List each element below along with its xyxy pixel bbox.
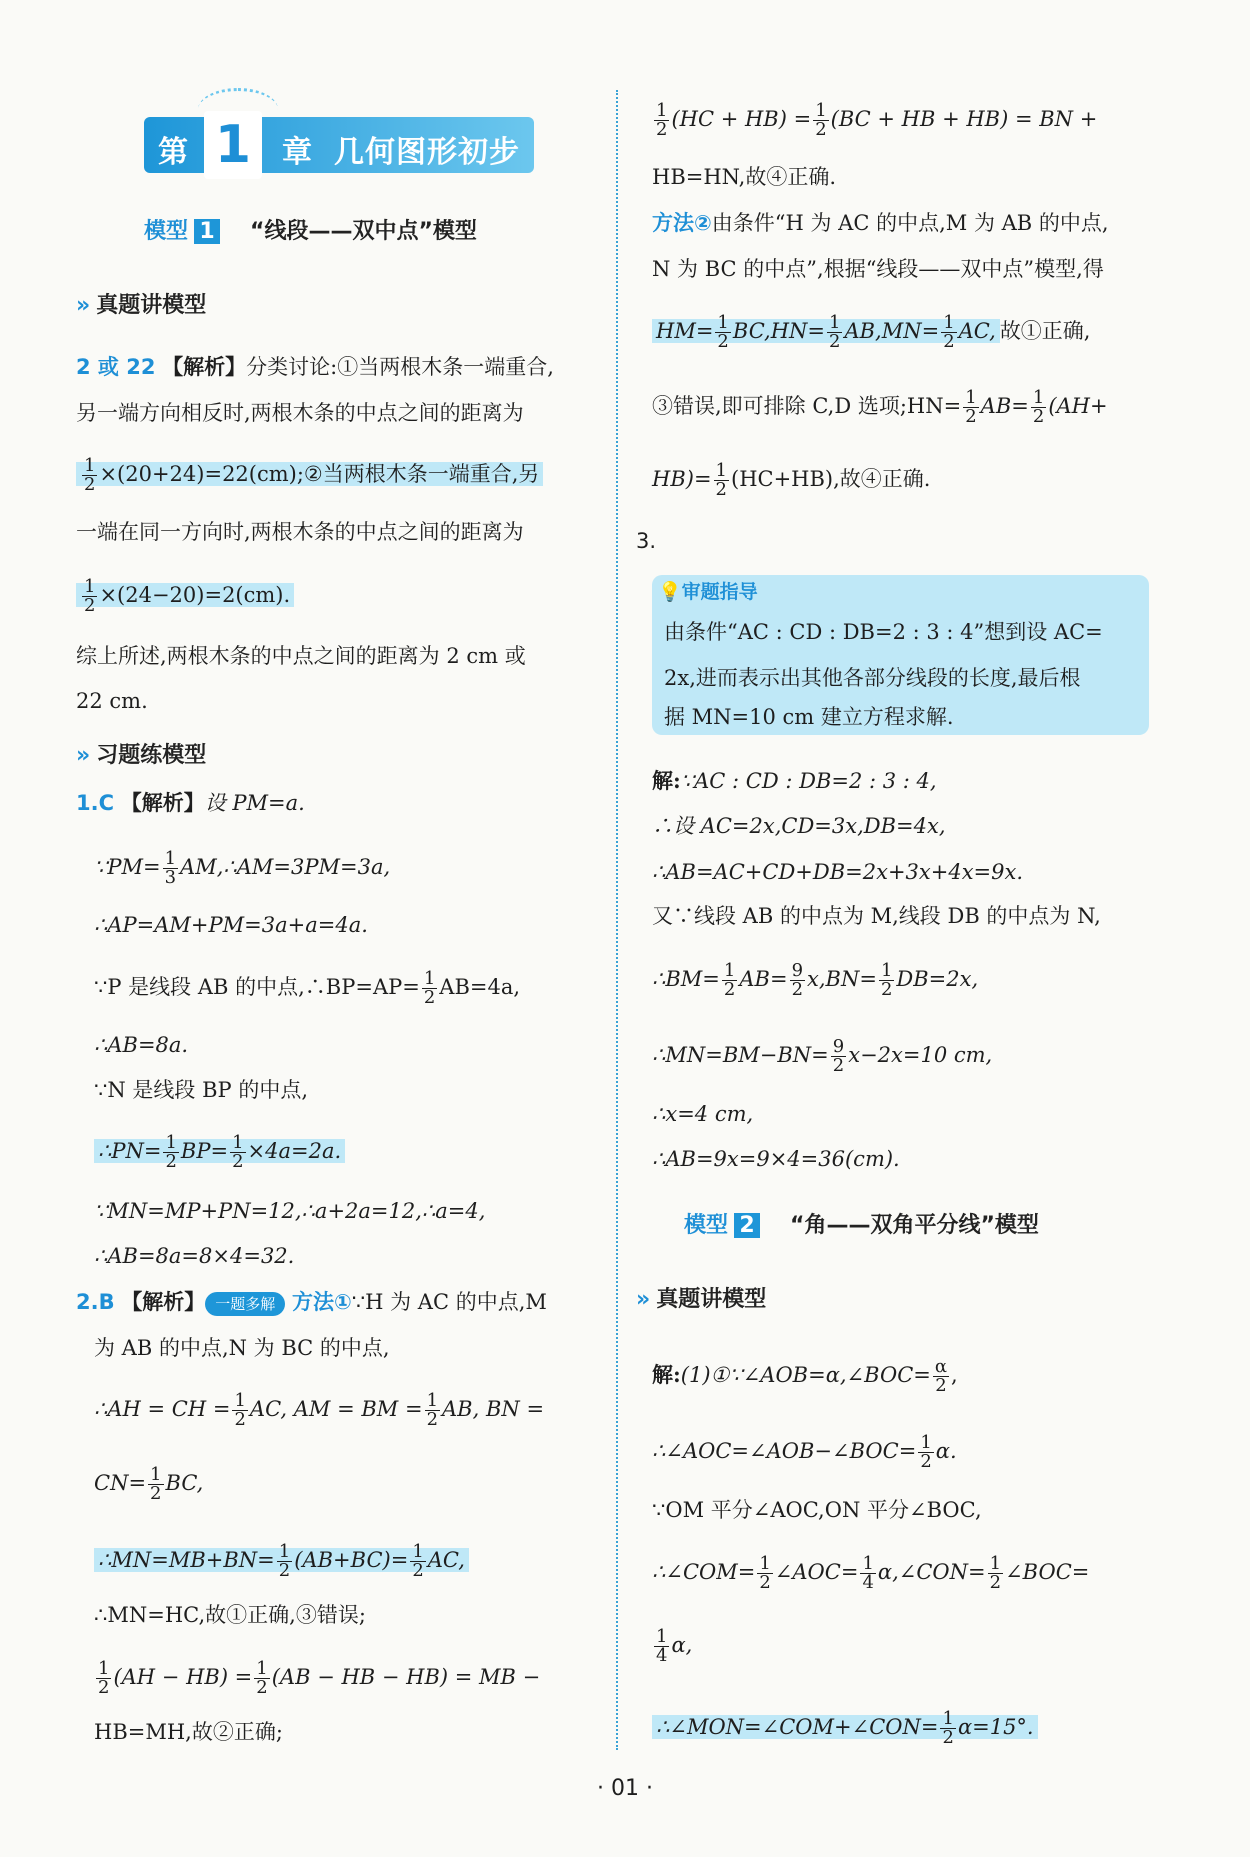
p1-line-9: ∴AB=8a=8×4=32.	[94, 1244, 295, 1268]
p2-line-1: 2.B 【解析】 一题多解 方法①∵H 为 AC 的中点,M	[76, 1289, 547, 1314]
guide-heading: 💡审题指导	[658, 581, 758, 603]
p1-line-2: ∵PM= $\frac{1}{3}$ AM,∴AM=3PM=3a,	[94, 848, 391, 888]
answer-line-3: $\frac{1}{2}$ ×(20+24)=22(cm);②当两根木条一端重合,另	[76, 457, 543, 494]
answer-line-2: 另一端方向相反时,两根木条的中点之间的距离为	[76, 401, 524, 425]
s-line-4: 又∵线段 AB 的中点为 M,线段 DB 的中点为 N,	[652, 904, 1101, 928]
r-line-3: 方法②由条件“H 为 AC 的中点,M 为 AB 的中点,	[652, 211, 1109, 235]
p1-line-3: ∴AP=AM+PM=3a+a=4a.	[94, 913, 368, 937]
answer-line-6: 综上所述,两根木条的中点之间的距离为 2 cm 或	[76, 644, 526, 668]
model-2-heading: 模型 2 “角——双角平分线”模型	[684, 1213, 1039, 1238]
p1-line-7: ∴PN= $\frac{1}{2}$ BP= $\frac{1}{2}$ ×4a=2a.	[94, 1134, 345, 1171]
guide-box	[652, 575, 1149, 735]
chapter-banner	[144, 117, 534, 173]
chapter-title: 几何图形初步	[334, 135, 520, 170]
answer-line-7: 22 cm.	[76, 689, 148, 713]
p1-line-1: 1.C 【解析】设 PM=a.	[76, 790, 305, 815]
guide-line-2: 2x,进而表示出其他各部分线段的长度,最后根	[664, 666, 1081, 690]
lightbulb-icon: 💡	[658, 581, 682, 603]
section-practice: » 习题练模型	[76, 743, 207, 768]
a-line-5: $\frac{1}{4}$ α,	[656, 1626, 693, 1666]
r-line-1: $\frac{1}{2}$ (HC + HB) = $\frac{1}{2}$ (BC + HB + HB) = BN +	[656, 100, 1098, 140]
chapter-suffix: 章	[282, 135, 312, 170]
s-line-1: 解:∵AC : CD : DB=2 : 3 : 4,	[652, 768, 937, 793]
p2-line-7: $\frac{1}{2}$ (AH − HB) = $\frac{1}{2}$ (AB − HB − HB) = MB −	[98, 1658, 541, 1698]
p2-line-8: HB=MH,故②正确;	[94, 1720, 283, 1744]
s-line-5: ∴BM= $\frac{1}{2}$ AB= $\frac{9}{2}$ x,BN= $\frac{1}{2}$ DB=2x,	[652, 960, 979, 1000]
s-line-3: ∴AB=AC+CD+DB=2x+3x+4x=9x.	[652, 860, 1024, 884]
a-line-6: ∴∠MON=∠COM+∠CON= $\frac{1}{2}$ α=15°.	[652, 1710, 1038, 1747]
a-line-1: 解:(1)①∵∠AOB=α,∠BOC= $\frac{\alpha}{2}$ ,	[652, 1356, 958, 1396]
q3-number: 3.	[636, 529, 657, 553]
p2-line-6: ∴MN=HC,故①正确,③错误;	[94, 1603, 366, 1627]
section-real-2: » 真题讲模型	[636, 1287, 767, 1312]
guide-line-3: 据 MN=10 cm 建立方程求解.	[664, 705, 954, 729]
page-number: · 01 ·	[597, 1776, 653, 1801]
p2-line-3: ∴AH = CH = $\frac{1}{2}$ AC, AM = BM = $\frac{1}{2}$ AB, BN =	[94, 1390, 545, 1430]
s-line-2: ∴设 AC=2x,CD=3x,DB=4x,	[652, 814, 946, 838]
chapter-prefix: 第	[158, 135, 188, 170]
r-line-5: HM= $\frac{1}{2}$ BC,HN= $\frac{1}{2}$ AB,MN= $\frac{1}{2}$ AC, 故①正确,	[652, 314, 1091, 351]
r-line-2: HB=HN,故④正确.	[652, 165, 837, 189]
s-line-6: ∴MN=BM−BN= $\frac{9}{2}$ x−2x=10 cm,	[652, 1036, 993, 1076]
guide-line-1: 由条件“AC : CD : DB=2 : 3 : 4”想到设 AC=	[664, 620, 1103, 644]
answer-line-1: 2 或 22 【解析】分类讨论:①当两根木条一端重合,	[76, 354, 554, 379]
s-line-7: ∴x=4 cm,	[652, 1102, 754, 1126]
p1-line-5: ∴AB=8a.	[94, 1033, 189, 1057]
a-line-2: ∴∠AOC=∠AOB−∠BOC= $\frac{1}{2}$ α.	[652, 1432, 957, 1472]
r-line-4: N 为 BC 的中点”,根据“线段——双中点”模型,得	[652, 257, 1104, 281]
answer-line-5: $\frac{1}{2}$ ×(24−20)=2(cm).	[76, 578, 294, 615]
section-real-1: » 真题讲模型	[76, 293, 207, 318]
p2-line-2: 为 AB 的中点,N 为 BC 的中点,	[94, 1336, 390, 1360]
a-line-4: ∴∠COM= $\frac{1}{2}$ ∠AOC= $\frac{1}{4}$ α,∠CON= $\frac{1}{2}$ ∠BOC=	[652, 1553, 1090, 1593]
model-1-heading: 模型 1 “线段——双中点”模型	[144, 219, 477, 244]
r-line-7: HB)= $\frac{1}{2}$ (HC+HB),故④正确.	[652, 460, 931, 500]
chapter-number: 1	[204, 111, 262, 179]
a-line-3: ∵OM 平分∠AOC,ON 平分∠BOC,	[652, 1498, 982, 1522]
multi-solution-badge: 一题多解	[205, 1292, 285, 1316]
p1-line-6: ∵N 是线段 BP 的中点,	[94, 1078, 308, 1102]
s-line-8: ∴AB=9x=9×4=36(cm).	[652, 1147, 900, 1171]
p2-line-5: ∴MN=MB+BN= $\frac{1}{2}$ (AB+BC)= $\frac{1}{2}$ AC,	[94, 1543, 469, 1580]
p1-line-8: ∵MN=MP+PN=12,∴a+2a=12,∴a=4,	[94, 1199, 486, 1223]
answer-line-4: 一端在同一方向时,两根木条的中点之间的距离为	[76, 520, 524, 544]
column-divider	[616, 90, 618, 1750]
p2-line-4: CN= $\frac{1}{2}$ BC,	[94, 1464, 204, 1504]
r-line-6: ③错误,即可排除 C,D 选项;HN= $\frac{1}{2}$ AB= $\frac{1}{2}$ (AH+	[652, 387, 1108, 427]
p1-line-4: ∵P 是线段 AB 的中点,∴BP=AP= $\frac{1}{2}$ AB=4a,	[94, 968, 521, 1008]
